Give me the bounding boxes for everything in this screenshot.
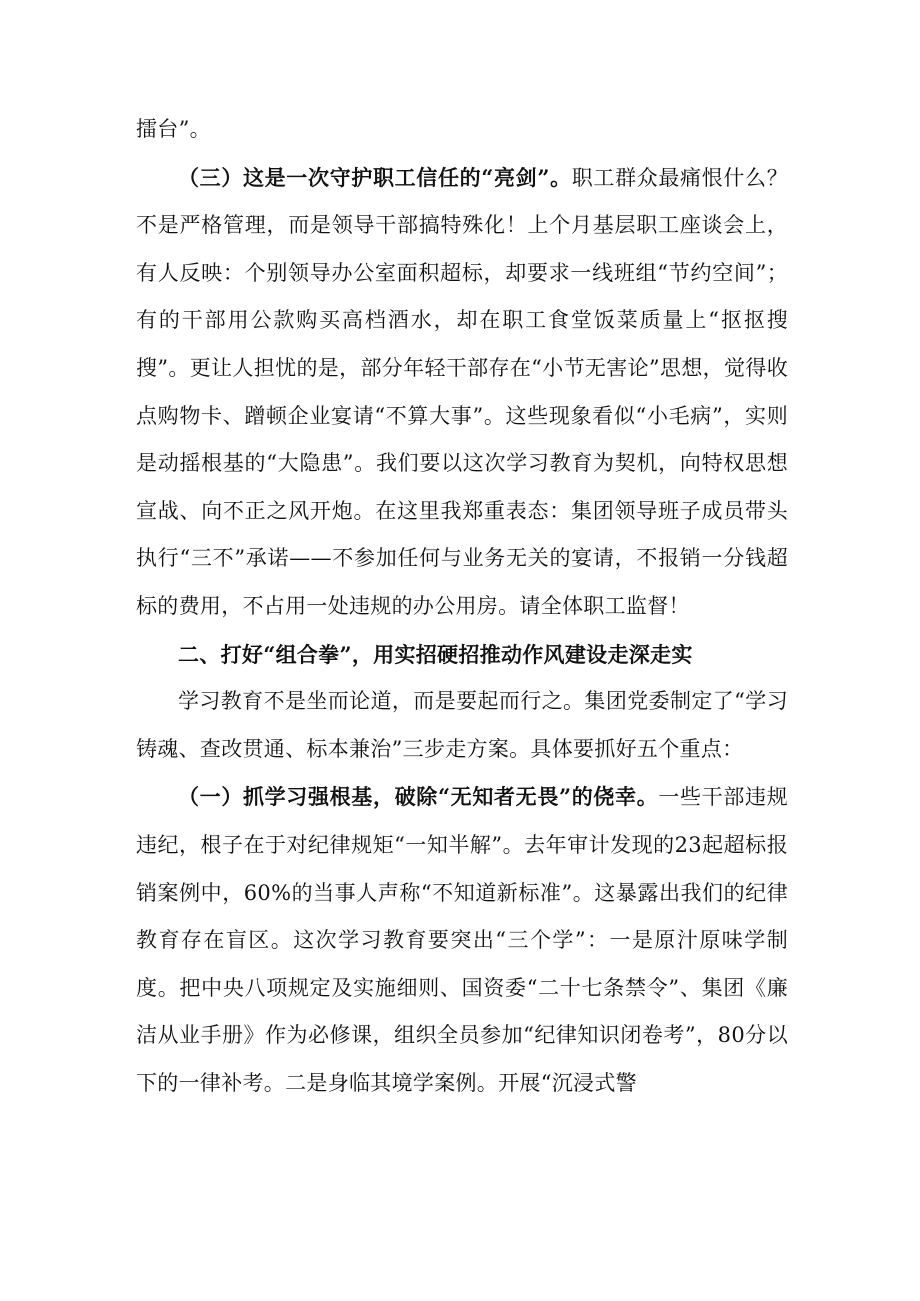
- section-3-lead: （三）这是一次守护职工信任的“亮剑”。: [178, 164, 572, 190]
- paragraph-continuation: 擂台”。: [136, 117, 211, 141]
- paragraph-point-1: [136, 773, 788, 1107]
- point-1-body: 一些干部违规违纪，根子在于对纪律规矩“一知半解”。去年审计发现的23起超标报销案例中，60%的当事人声称“不知道新标准”。这暴露出我们的纪律教育存在盲区。这次学习教育要突出“三个学”：一是原汁原味学制度。把中央八项规定及实施细则、国资委“二十七条禁令”、集团《廉洁从业手册》作为必修课，组织全员参加“纪律知识闭卷考”，80分以下的一律补考。二是身临其境学案例。开展“沉浸式警: [136, 785, 788, 1095]
- paragraph-section-3: [136, 154, 788, 631]
- point-1-lead: （一）抓学习强根基，破除“无知者无畏”的侥幸。: [178, 784, 659, 810]
- heading-part-2: 二、打好“组合拳”，用实招硬招推动作风建设走深走实: [178, 641, 693, 667]
- paragraph-part-2-intro: 学习教育不是坐而论道，而是要起而行之。集团党委制定了“学习铸魂、查改贯通、标本兼治”三步走方案。具体要抓好五个重点：: [136, 689, 788, 761]
- document-page: [136, 106, 788, 1107]
- section-3-body: 职工群众最痛恨什么？不是严格管理，而是领导干部搞特殊化！上个月基层职工座谈会上，有人反映：个别领导办公室面积超标，却要求一线班组“节约空间”；有的干部用公款购买高档酒水，却在职工食堂饭菜质量上“抠抠搜搜”。更让人担忧的是，部分年轻干部存在“小节无害论”思想，觉得收点购物卡、蹭顿企业宴请“不算大事”。这些现象看似“小毛病”，实则是动摇根基的“大隐患”。我们要以这次学习教育为契机，向特权思想宣战、向不正之风开炮。在这里我郑重表态：集团领导班子成员带头执行“三不”承诺——不参加任何与业务无关的宴请，不报销一分钱超标的费用，不占用一处违规的办公用房。请全体职工监督！: [136, 165, 789, 618]
